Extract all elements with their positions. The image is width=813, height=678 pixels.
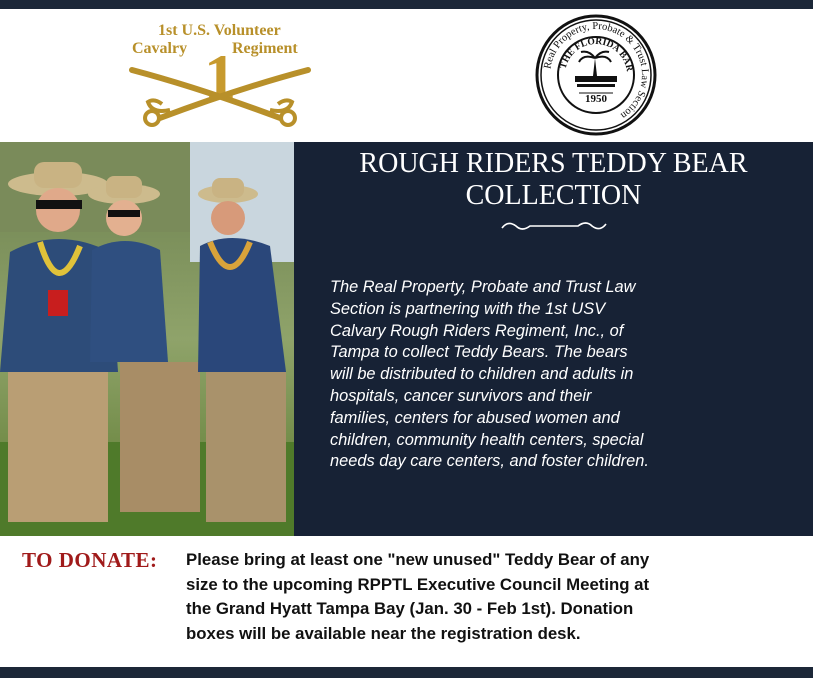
top-border: [0, 0, 813, 9]
panel-body-text: [330, 277, 780, 473]
donate-label: TO DONATE:: [22, 548, 158, 572]
body-line: families, centers for abused women and: [330, 408, 620, 427]
panel-title-line1: ROUGH RIDERS TEDDY BEAR: [359, 148, 748, 179]
regiment-numeral: 1: [204, 41, 236, 112]
donate-line: Please bring at least one "new unused" Teddy Bear of any: [186, 550, 650, 569]
cavalry-logo-line2a: Cavalry: [132, 40, 188, 57]
cavalry-logo-line2b: Regiment: [232, 40, 298, 57]
donate-line: the Grand Hyatt Tampa Bay (Jan. 30 - Feb 1st). Donation: [186, 599, 634, 618]
florida-bar-seal: [535, 14, 657, 136]
seal-year: 1950: [585, 93, 607, 105]
body-line: children, community health centers, special: [330, 430, 644, 449]
seal-inner-text: THE FLORIDA BAR: [558, 36, 634, 73]
flourish-divider-icon: [500, 218, 608, 234]
body-line: Section is partnering with the 1st USV: [330, 299, 606, 318]
florida-bar-seal-icon: [535, 14, 657, 136]
body-line: Calvary Rough Riders Regiment, Inc., of: [330, 321, 624, 340]
cavalry-logo-line1: 1st U.S. Volunteer: [158, 22, 281, 39]
donate-line: size to the upcoming RPPTL Executive Council Meeting at: [186, 574, 650, 594]
info-panel: [294, 142, 813, 536]
seal-ring-text: Real Property, Probate & Trust Law Section: [542, 20, 651, 121]
cavalry-regiment-logo: [120, 18, 320, 128]
donate-section: [0, 546, 813, 661]
donate-instructions: [186, 548, 796, 646]
body-line: will be distributed to children and adults in: [330, 365, 634, 384]
panel-title-line2: COLLECTION: [465, 180, 642, 211]
rough-riders-photo: [0, 142, 294, 536]
body-line: hospitals, cancer survivors and their: [330, 386, 592, 405]
body-line: The Real Property, Probate and Trust Law: [330, 278, 636, 296]
donate-line: boxes will be available near the registration desk.: [186, 623, 581, 643]
body-line: Tampa to collect Teddy Bears. The bears: [330, 343, 628, 362]
body-line: needs day care centers, and foster children.: [330, 452, 649, 471]
bottom-border: [0, 667, 813, 678]
